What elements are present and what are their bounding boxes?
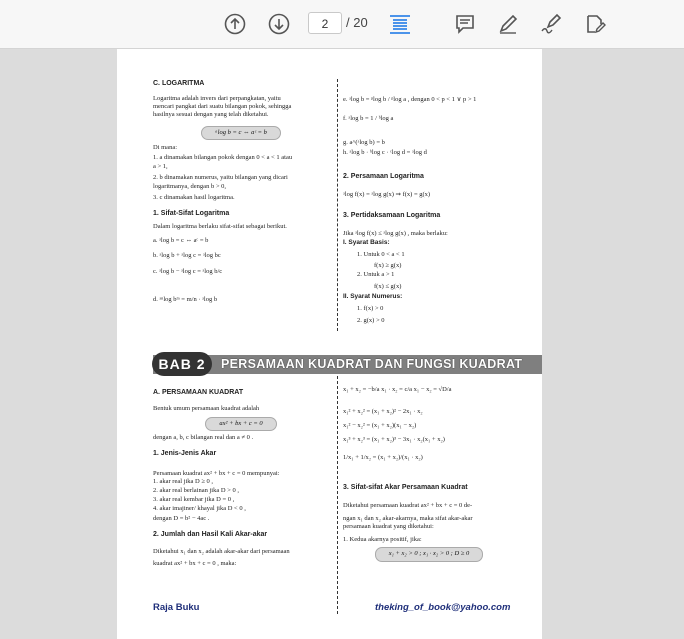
list-item: a > 1, bbox=[153, 163, 168, 170]
footer-publisher: Raja Buku bbox=[153, 602, 200, 613]
formula-line: x₁ + x₂ = −b/a x₁ · x₂ = c/a x₁ − x₂ = √D/a bbox=[343, 386, 452, 393]
subsection-heading: 2. Jumlah dan Hasil Kali Akar-akar bbox=[153, 531, 268, 538]
paragraph-line: dengan a, b, c bilangan real dan a ≠ 0 . bbox=[153, 434, 254, 441]
paragraph-line: Diketahui persamaan kuadrat ax² + bx + c = 0 de- bbox=[343, 502, 473, 509]
paragraph-line: kuadrat ax² + bx + c = 0 , maka: bbox=[153, 560, 237, 567]
property-item: g. a^(ᵃlog b) = b bbox=[343, 139, 385, 146]
formula-box: x₁ + x₂ > 0 ; x₁ · x₂ > 0 ; D ≥ 0 bbox=[375, 547, 483, 562]
paragraph-line: Bentuk umum persamaan kuadrat adalah bbox=[153, 405, 260, 412]
page-total: / 20 bbox=[346, 15, 368, 30]
list-item: 4. akar imajiner/ khayal jika D < 0 , bbox=[153, 505, 246, 512]
condition-item: 2. Untuk a > 1 bbox=[357, 271, 395, 278]
column-divider bbox=[337, 79, 338, 331]
property-item: b. ᵃlog b + ᵃlog c = ᵃlog bc bbox=[153, 252, 221, 259]
chapter-label: BAB 2 bbox=[152, 352, 212, 376]
list-item: logaritmanya, dengan b > 0, bbox=[153, 183, 226, 190]
paragraph-line: ngan x₁ dan x₂ akar-akarnya, maka sifat akar-akar bbox=[343, 515, 473, 522]
comment-button[interactable] bbox=[451, 10, 479, 38]
list-item: 3. c dinamakan hasil logaritma. bbox=[153, 194, 235, 201]
draw-button[interactable] bbox=[494, 10, 522, 38]
paragraph-line: Jika ᵃlog f(x) ≤ ᵃlog g(x) , maka berlaku: bbox=[343, 230, 448, 237]
list-item: 1. Kedua akarnya positif, jika: bbox=[343, 536, 422, 543]
subsection-heading: 2. Persamaan Logaritma bbox=[343, 173, 424, 180]
property-item: e. ᵃlog b = ᵖlog b / ᵖlog a , dengan 0 < p < 1 ∨ p > 1 bbox=[343, 96, 477, 103]
paragraph-line: Persamaan kuadrat ax² + bx + c = 0 mempunyai: bbox=[153, 470, 280, 477]
paragraph-line: hasilnya sesuai dengan yang telah diketahui. bbox=[153, 111, 269, 118]
formula-line: x₁² + x₂² = (x₁ + x₂)² − 2x₁ · x₂ bbox=[343, 408, 423, 415]
comment-icon bbox=[454, 13, 476, 35]
next-page-button[interactable] bbox=[265, 10, 293, 38]
condition-item: f(x) ≥ g(x) bbox=[374, 262, 402, 269]
pdf-toolbar bbox=[0, 0, 684, 49]
sign-button[interactable] bbox=[537, 10, 565, 38]
paragraph-line: Di mana: bbox=[153, 144, 178, 151]
section-heading: A. PERSAMAAN KUADRAT bbox=[153, 389, 244, 396]
subsection-heading: 1. Sifat-Sifat Logaritma bbox=[153, 210, 230, 217]
condition-item: 2. g(x) > 0 bbox=[357, 317, 385, 324]
chapter-title: PERSAMAAN KUADRAT DAN FUNGSI KUADRAT bbox=[221, 357, 523, 371]
scroll-mode-icon bbox=[388, 13, 412, 35]
formula-line: x₁² − x₂² = (x₁ + x₂)(x₁ − x₂) bbox=[343, 422, 417, 429]
condition-item: 1. Untuk 0 < a < 1 bbox=[357, 251, 405, 258]
subsection-heading: 1. Jenis-Jenis Akar bbox=[153, 450, 217, 457]
signature-pen-icon bbox=[540, 13, 562, 35]
paragraph-line: Dalam logaritma berlaku sifat-sifat sebagai berikut. bbox=[153, 223, 287, 230]
subsection-heading: 3. Pertidaksamaan Logaritma bbox=[343, 212, 441, 219]
formula-box: ᵃlog b = c ⇔ aᶜ = b bbox=[201, 126, 281, 140]
paragraph-line: Diketahui x₁ dan x₂ adalah akar-akar dari persamaan bbox=[153, 548, 290, 555]
paragraph-line: persamaan kuadrat yang diketahui: bbox=[343, 523, 434, 530]
list-item: 3. akar real kembar jika D = 0 , bbox=[153, 496, 235, 503]
document-page bbox=[117, 49, 542, 639]
scroll-mode-button[interactable] bbox=[386, 10, 414, 38]
paragraph-line: mencari pangkat dari suatu bilangan pokok, sehingga bbox=[153, 103, 292, 110]
formula-box: ax² + bx + c = 0 bbox=[205, 417, 277, 431]
formula-line: x₁³ + x₂³ = (x₁ + x₂)³ − 3x₁ · x₂(x₁ + x₂) bbox=[343, 436, 445, 443]
fill-sign-button[interactable] bbox=[581, 10, 609, 38]
property-item: c. ᵃlog b − ᵃlog c = ᵃlog b/c bbox=[153, 268, 223, 275]
list-item: 2. akar real berlainan jika D > 0 , bbox=[153, 487, 239, 494]
condition-item: 1. f(x) > 0 bbox=[357, 305, 384, 312]
arrow-up-circle-icon bbox=[224, 13, 246, 35]
footer-email: theking_of_book@yahoo.com bbox=[375, 602, 511, 613]
pen-icon bbox=[497, 13, 519, 35]
list-item: 1. a dinamakan bilangan pokok dengan 0 < a < 1 atau bbox=[153, 154, 293, 161]
list-item: 2. b dinamakan numerus, yaitu bilangan yang dicari bbox=[153, 174, 288, 181]
paragraph-line: Logaritma adalah invers dari perpangkatan, yaitu bbox=[153, 95, 281, 102]
property-item: h. ᵃlog b · ᵇlog c · ᶜlog d = ᵃlog d bbox=[343, 149, 427, 156]
property-item: f. ᵃlog b = 1 / ᵇlog a bbox=[343, 115, 394, 122]
document-edit-icon bbox=[584, 13, 606, 35]
condition-heading: I. Syarat Basis: bbox=[343, 239, 390, 246]
previous-page-button[interactable] bbox=[221, 10, 249, 38]
arrow-down-circle-icon bbox=[268, 13, 290, 35]
property-item: d. ᵃⁿlog bᵐ = m/n · ᵃlog b bbox=[153, 296, 218, 303]
column-divider bbox=[337, 376, 338, 614]
list-item: 1. akar real jika D ≥ 0 , bbox=[153, 478, 214, 485]
condition-heading: II. Syarat Numerus: bbox=[343, 293, 403, 300]
paragraph-line: dengan D = b² − 4ac . bbox=[153, 515, 210, 522]
section-heading: C. LOGARITMA bbox=[153, 80, 205, 87]
subsection-heading: 3. Sifat-sifat Akar Persamaan Kuadrat bbox=[343, 484, 468, 491]
formula-line: ᵃlog f(x) = ᵃlog g(x) ⇒ f(x) = g(x) bbox=[343, 191, 431, 198]
page-number-input[interactable]: 2 bbox=[308, 12, 342, 34]
condition-item: f(x) ≤ g(x) bbox=[374, 283, 402, 290]
formula-line: 1/x₁ + 1/x₂ = (x₁ + x₂)/(x₁ · x₂) bbox=[343, 454, 423, 461]
property-item: a. ᵃlog b = c ⇔ aᶜ = b bbox=[153, 237, 209, 244]
